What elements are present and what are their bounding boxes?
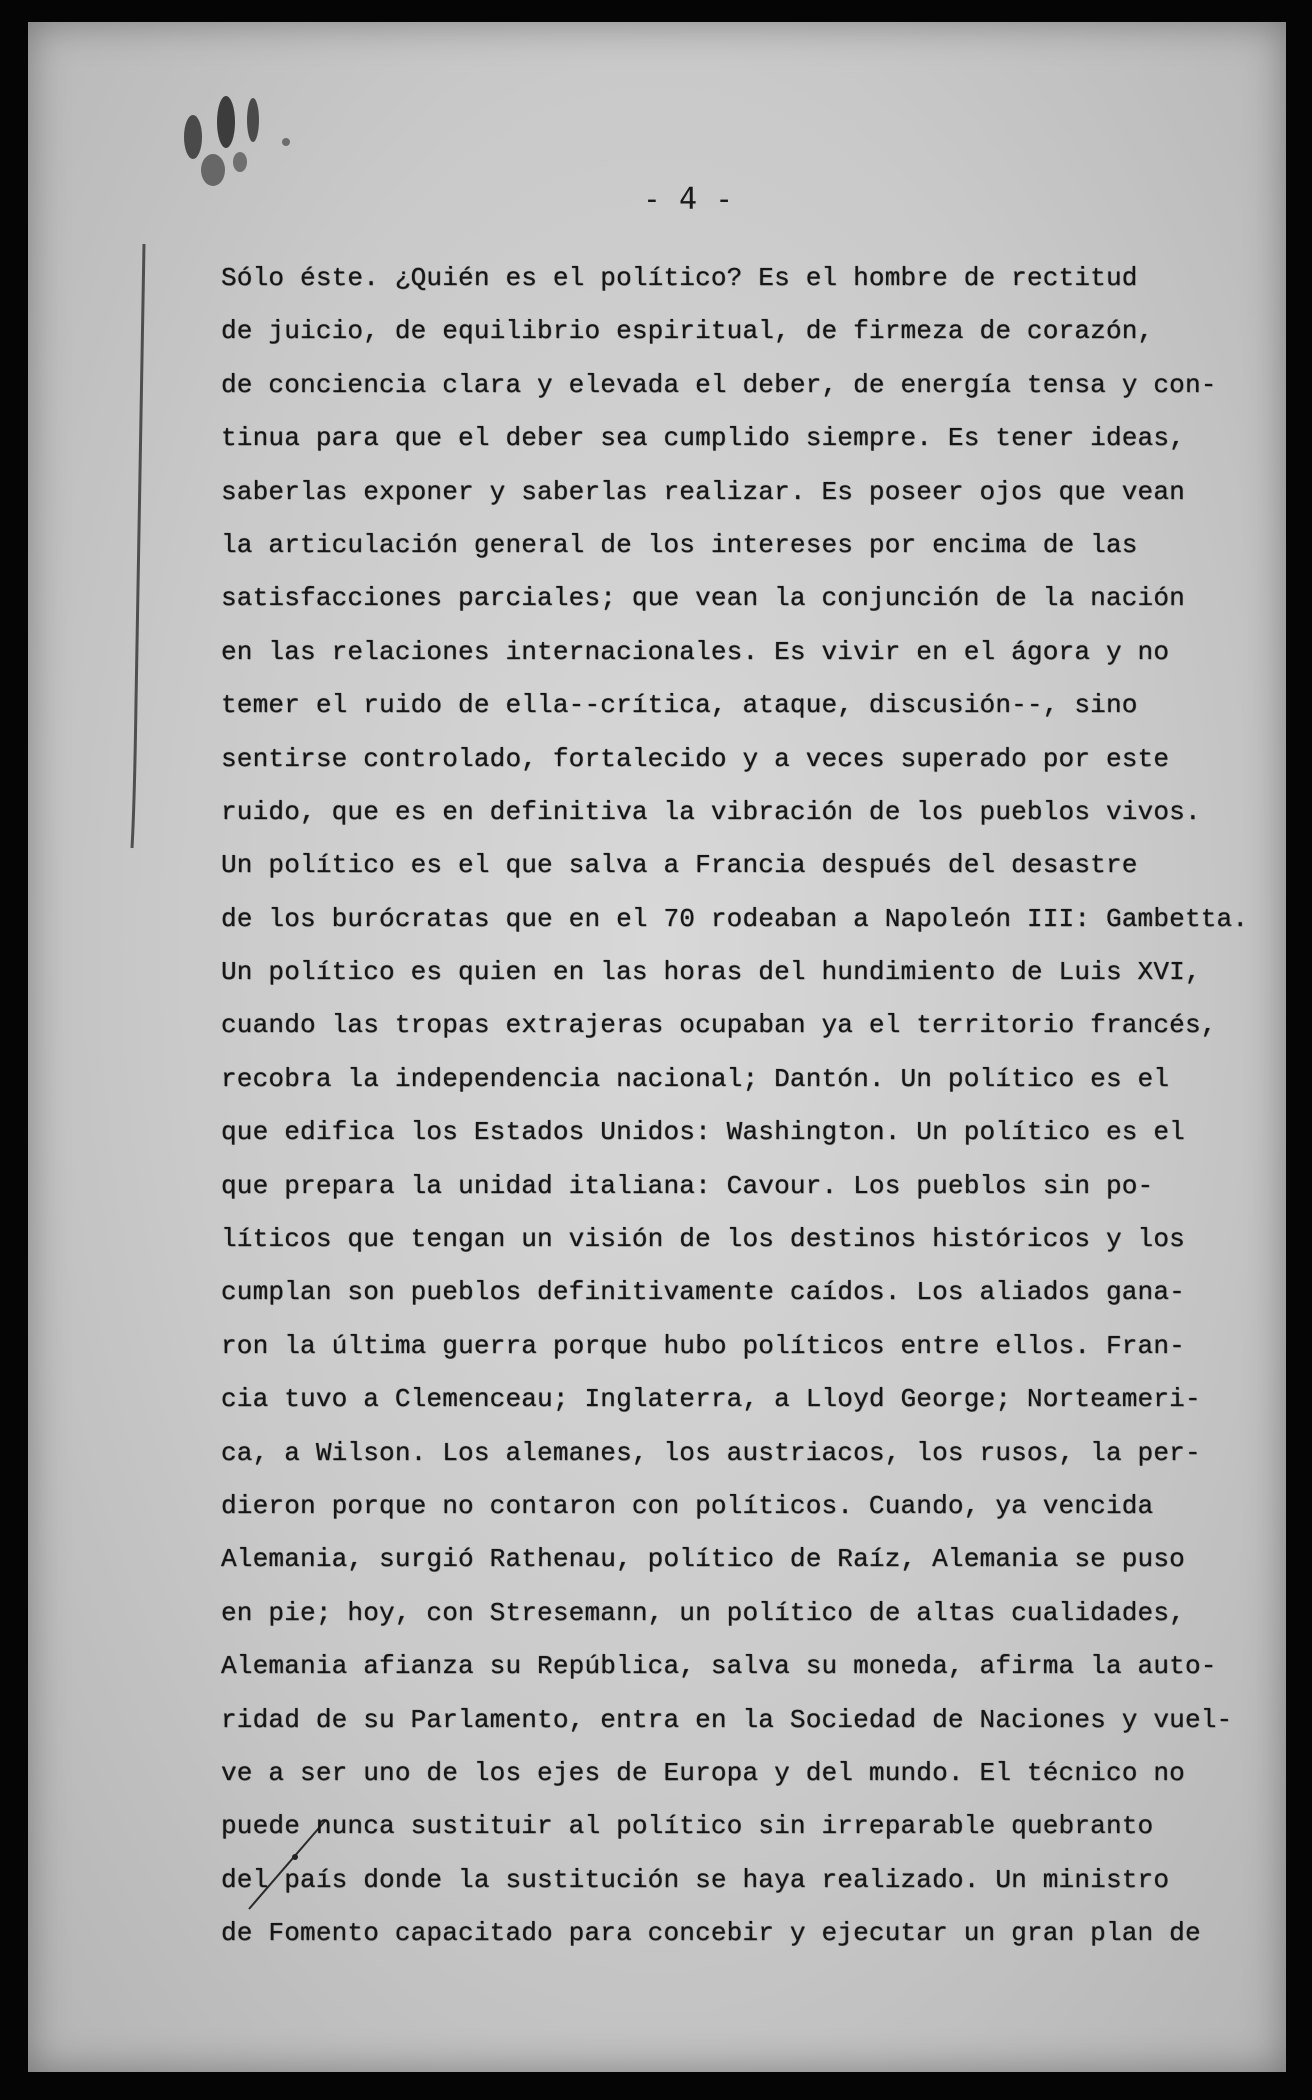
typescript-body: [221, 252, 1251, 1961]
text-line: puede nunca sustituir al político sin irreparable quebranto: [221, 1811, 1154, 1842]
text-line: de conciencia clara y elevada el deber, de energía tensa y con-: [221, 369, 1217, 400]
text-line: sentirse controlado, fortalecido y a veces superado por este: [221, 743, 1170, 774]
document-page: [28, 22, 1286, 2072]
text-line: en pie; hoy, con Stresemann, un político de altas cualidades,: [221, 1597, 1185, 1628]
text-line: satisfacciones parciales; que vean la conjunción de la nación: [221, 583, 1185, 614]
text-line: de Fomento capacitado para concebir y ejecutar un gran plan de: [221, 1918, 1201, 1949]
text-line: que prepara la unidad italiana: Cavour. Los pueblos sin po-: [221, 1170, 1154, 1201]
ink-smudge-mark: [168, 82, 298, 212]
text-line: de los burócratas que en el 70 rodeaban a Napoleón III: Gambetta.: [221, 903, 1249, 934]
text-line: ruido, que es en definitiva la vibración de los pueblos vivos.: [221, 796, 1201, 827]
text-line: de juicio, de equilibrio espiritual, de firmeza de corazón,: [221, 316, 1154, 347]
text-line: Sólo éste. ¿Quién es el político? Es el hombre de rectitud: [221, 263, 1138, 293]
text-line: Un político es el que salva a Francia después del desastre: [221, 850, 1138, 881]
text-line: tinua para que el deber sea cumplido siempre. Es tener ideas,: [221, 423, 1185, 454]
text-line: dieron porque no contaron con políticos. Cuando, ya vencida: [221, 1490, 1154, 1521]
text-line: temer el ruido de ella--crítica, ataque, discusión--, sino: [221, 690, 1138, 721]
text-line: ridad de su Parlamento, entra en la Sociedad de Naciones y vuel-: [221, 1704, 1233, 1735]
margin-pencil-line: [120, 242, 160, 852]
text-line: recobra la independencia nacional; Dantón. Un político es el: [221, 1063, 1170, 1094]
text-line: Un político es quien en las horas del hundimiento de Luis XVI,: [221, 957, 1201, 988]
text-line: cia tuvo a Clemenceau; Inglaterra, a Lloyd George; Norteameri-: [221, 1384, 1201, 1415]
text-line: la articulación general de los intereses por encima de las: [221, 529, 1138, 560]
text-line: ve a ser uno de los ejes de Europa y del mundo. El técnico no: [221, 1757, 1185, 1788]
text-line: cuando las tropas extrajeras ocupaban ya el territorio francés,: [221, 1010, 1217, 1041]
text-line: que edifica los Estados Unidos: Washington. Un político es el: [221, 1117, 1185, 1148]
text-line: Alemania afianza su República, salva su moneda, afirma la auto-: [221, 1651, 1217, 1682]
text-line: en las relaciones internacionales. Es vivir en el ágora y no: [221, 636, 1170, 667]
text-line: saberlas exponer y saberlas realizar. Es poseer ojos que vean: [221, 476, 1185, 507]
page-number: - 4 -: [642, 182, 734, 217]
text-line: cumplan son pueblos definitivamente caídos. Los aliados gana-: [221, 1277, 1185, 1308]
text-line: del país donde la sustitución se haya realizado. Un ministro: [221, 1864, 1170, 1895]
text-line: líticos que tengan un visión de los destinos históricos y los: [221, 1224, 1185, 1255]
text-line: Alemania, surgió Rathenau, político de Raíz, Alemania se puso: [221, 1544, 1185, 1575]
text-line: ron la última guerra porque hubo políticos entre ellos. Fran-: [221, 1330, 1185, 1361]
text-line: ca, a Wilson. Los alemanes, los austriacos, los rusos, la per-: [221, 1437, 1201, 1468]
